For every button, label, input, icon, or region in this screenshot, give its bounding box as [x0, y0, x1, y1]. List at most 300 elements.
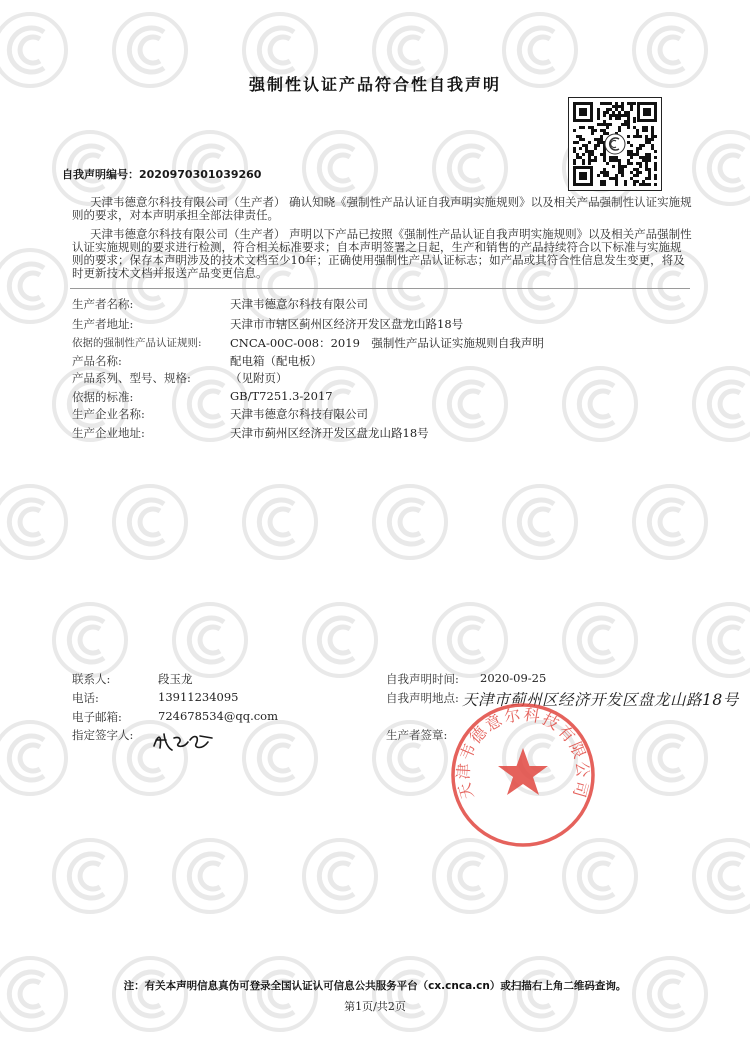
declaration-time: 2020-09-25	[480, 671, 547, 685]
qr-module	[603, 150, 606, 153]
qr-module	[588, 162, 591, 165]
document-title: 强制性认证产品符合性自我声明	[248, 75, 501, 94]
qr-module	[645, 156, 648, 159]
page-number: 第1页/共2页	[344, 1000, 406, 1013]
qr-module	[615, 114, 618, 117]
qr-module	[654, 135, 657, 138]
qr-module	[648, 183, 651, 186]
qr-module	[636, 162, 639, 165]
qr-module	[588, 126, 591, 129]
qr-module	[603, 174, 606, 177]
qr-module	[651, 135, 654, 138]
qr-module	[636, 132, 639, 135]
qr-module	[609, 108, 612, 111]
field-label-standard: 依据的标准:	[72, 390, 134, 404]
ccc-watermark-icon	[690, 128, 750, 208]
qr-module	[636, 168, 639, 171]
ccc-watermark-icon	[240, 482, 320, 562]
qr-module	[573, 150, 576, 153]
qr-module	[612, 165, 615, 168]
qr-module	[648, 138, 651, 141]
qr-module	[630, 177, 633, 180]
qr-code[interactable]	[568, 97, 662, 191]
qr-module	[603, 171, 606, 174]
qr-module	[639, 144, 642, 147]
qr-module	[597, 111, 600, 114]
ccc-watermark-icon	[500, 482, 580, 562]
qr-module	[612, 111, 615, 114]
ccc-watermark-icon	[240, 954, 320, 1034]
qr-module	[609, 114, 612, 117]
qr-module	[606, 108, 609, 111]
producer-sign-label: 生产者签章:	[386, 728, 448, 742]
qr-module	[588, 150, 591, 153]
handwritten-signature	[150, 728, 220, 754]
field-value-producer-name: 天津韦德意尔科技有限公司	[230, 297, 368, 311]
qr-module	[579, 135, 582, 138]
qr-module	[642, 159, 645, 162]
qr-module	[612, 105, 615, 108]
qr-module	[597, 174, 600, 177]
qr-module	[576, 141, 579, 144]
ccc-watermark-icon	[240, 718, 320, 798]
qr-module	[645, 138, 648, 141]
contact-person: 段玉龙	[158, 672, 193, 686]
field-label-producer-address: 生产者地址:	[72, 317, 134, 331]
ccc-watermark-icon	[50, 836, 130, 916]
footer-note: 注：有关本声明信息真伪可登录全国认证认可信息公共服务平台（cx.cnca.cn）或扫描右上角二维码查询。	[123, 980, 627, 992]
qr-module	[603, 129, 606, 132]
qr-module	[639, 135, 642, 138]
qr-module	[612, 156, 615, 159]
phone-label: 电话:	[72, 691, 99, 705]
qr-module	[645, 183, 648, 186]
qr-module	[651, 132, 654, 135]
qr-module	[630, 153, 633, 156]
qr-module	[600, 180, 603, 183]
qr-module	[603, 153, 606, 156]
qr-module	[633, 126, 636, 129]
qr-module	[615, 105, 618, 108]
declaration-paragraph: 天津韦德意尔科技有限公司（生产者） 声明以下产品已按照《强制性产品认证自我声明实施规则》以及相关产品强制性认证实施规则的要求进行检测，符合相关标准要求；自本声明签署之日起，生产和销售的产品持续符合以下标准与实施规则的要求；保存本声明涉及的技术文档至少10年；正确使用强制性产品认证标志；如产品或其符合性信息发生变更，将及时更新技术文档并报送产品变更信息。	[72, 227, 692, 280]
qr-module	[576, 156, 579, 159]
qr-module	[651, 138, 654, 141]
ccc-watermark-icon	[0, 482, 70, 562]
qr-module	[654, 177, 657, 180]
qr-module	[633, 153, 636, 156]
qr-module	[645, 129, 648, 132]
qr-module	[618, 126, 621, 129]
ccc-watermark-icon	[560, 364, 640, 444]
qr-module	[615, 177, 618, 180]
qr-module	[645, 165, 648, 168]
qr-module	[642, 129, 645, 132]
qr-module	[594, 129, 597, 132]
qr-module	[627, 126, 630, 129]
signer-label: 指定签字人:	[72, 728, 134, 742]
qr-module	[615, 159, 618, 162]
qr-module	[648, 153, 651, 156]
qr-module	[606, 123, 609, 126]
qr-module	[594, 147, 597, 150]
qr-module	[627, 120, 630, 123]
field-value-producer-address: 天津市市辖区蓟州区经济开发区盘龙山路18号	[230, 317, 464, 331]
qr-module	[615, 183, 618, 186]
qr-module	[615, 117, 618, 120]
qr-module	[606, 171, 609, 174]
ccc-watermark-icon	[110, 954, 190, 1034]
qr-module	[606, 132, 609, 135]
qr-module	[600, 141, 603, 144]
qr-module	[600, 129, 603, 132]
qr-module	[582, 162, 585, 165]
qr-module	[621, 105, 624, 108]
qr-module	[621, 114, 624, 117]
qr-module	[582, 159, 585, 162]
email-label: 电子邮箱:	[72, 710, 122, 724]
qr-module	[591, 159, 594, 162]
divider	[70, 288, 690, 289]
ccc-watermark-icon	[0, 246, 70, 326]
qr-module	[633, 102, 636, 105]
qr-module	[579, 126, 582, 129]
qr-module	[618, 168, 621, 171]
qr-module	[600, 183, 603, 186]
qr-module	[630, 144, 633, 147]
qr-module	[606, 111, 609, 114]
field-label-enterprise-name: 生产企业名称:	[72, 407, 145, 421]
qr-module	[627, 141, 630, 144]
qr-module	[642, 156, 645, 159]
qr-module	[618, 129, 621, 132]
qr-module	[648, 141, 651, 144]
qr-module	[654, 156, 657, 159]
ccc-watermark-icon	[560, 600, 640, 680]
qr-module	[594, 144, 597, 147]
qr-module	[636, 150, 639, 153]
qr-module	[636, 171, 639, 174]
qr-module	[603, 183, 606, 186]
qr-module	[588, 153, 591, 156]
qr-module	[639, 165, 642, 168]
qr-module	[609, 177, 612, 180]
qr-module	[630, 108, 633, 111]
qr-module	[597, 138, 600, 141]
qr-module	[618, 159, 621, 162]
qr-module	[615, 174, 618, 177]
qr-module	[609, 156, 612, 159]
qr-module	[645, 168, 648, 171]
qr-module	[609, 117, 612, 120]
qr-module	[597, 144, 600, 147]
ccc-watermark-icon	[110, 482, 190, 562]
qr-module	[582, 126, 585, 129]
qr-module	[600, 138, 603, 141]
qr-module	[633, 120, 636, 123]
qr-module	[627, 162, 630, 165]
qr-module	[645, 153, 648, 156]
ccc-watermark-icon	[430, 600, 510, 680]
field-label-rule: 依据的强制性产品认证规则:	[72, 337, 202, 349]
qr-module	[606, 126, 609, 129]
qr-module	[579, 138, 582, 141]
qr-module	[642, 183, 645, 186]
qr-module	[582, 138, 585, 141]
qr-module	[627, 150, 630, 153]
qr-module	[603, 159, 606, 162]
qr-module	[627, 111, 630, 114]
qr-module	[624, 123, 627, 126]
qr-module	[573, 159, 576, 162]
qr-module	[600, 102, 603, 105]
qr-module	[621, 165, 624, 168]
qr-module	[603, 168, 606, 171]
qr-module	[624, 180, 627, 183]
qr-module	[624, 165, 627, 168]
qr-module	[642, 126, 645, 129]
qr-module	[645, 135, 648, 138]
qr-module	[606, 174, 609, 177]
qr-module	[603, 102, 606, 105]
ccc-watermark-icon	[370, 954, 450, 1034]
declaration-number-value: 2020970301039260	[139, 168, 262, 181]
qr-module	[636, 180, 639, 183]
qr-module	[591, 150, 594, 153]
field-label-product-model: 产品系列、型号、规格:	[72, 371, 191, 385]
qr-module	[633, 183, 636, 186]
qr-module	[645, 162, 648, 165]
ccc-watermark-icon	[690, 364, 750, 444]
qr-module	[654, 150, 657, 153]
qr-module	[654, 183, 657, 186]
qr-module	[639, 147, 642, 150]
qr-module	[645, 177, 648, 180]
qr-module	[615, 108, 618, 111]
qr-module	[627, 159, 630, 162]
qr-module	[618, 105, 621, 108]
qr-module	[621, 174, 624, 177]
qr-module	[597, 123, 600, 126]
qr-module	[633, 174, 636, 177]
company-seal	[448, 700, 598, 850]
qr-module	[618, 114, 621, 117]
qr-module	[630, 105, 633, 108]
qr-module	[603, 111, 606, 114]
ccc-watermark-icon	[170, 600, 250, 680]
qr-module	[627, 135, 630, 138]
qr-module	[624, 111, 627, 114]
qr-module	[618, 117, 621, 120]
ccc-watermark-icon	[690, 836, 750, 916]
qr-module	[627, 114, 630, 117]
ccc-watermark-icon	[430, 364, 510, 444]
qr-module	[621, 168, 624, 171]
qr-module	[630, 102, 633, 105]
ccc-watermark-icon	[630, 482, 710, 562]
qr-module	[591, 126, 594, 129]
qr-module	[630, 156, 633, 159]
qr-module	[573, 162, 576, 165]
qr-module	[648, 159, 651, 162]
declaration-place-handwritten: 天津市蓟州区经济开发区盘龙山路18号	[462, 691, 739, 709]
qr-module	[654, 168, 657, 171]
qr-module	[648, 177, 651, 180]
qr-module	[594, 138, 597, 141]
qr-module	[645, 126, 648, 129]
qr-module	[612, 177, 615, 180]
field-value-product-name: 配电箱（配电板）	[230, 354, 322, 368]
qr-module	[591, 153, 594, 156]
declaration-number-label: 自我声明编号：	[62, 168, 139, 181]
qr-module	[585, 144, 588, 147]
qr-module	[645, 141, 648, 144]
qr-module	[576, 135, 579, 138]
qr-module	[651, 126, 654, 129]
qr-module	[633, 135, 636, 138]
qr-module	[603, 156, 606, 159]
qr-module	[597, 141, 600, 144]
qr-module	[639, 162, 642, 165]
qr-module	[651, 144, 654, 147]
qr-module	[585, 147, 588, 150]
ccc-watermark-icon	[300, 600, 380, 680]
qr-module	[633, 168, 636, 171]
qr-module	[606, 162, 609, 165]
qr-module	[624, 120, 627, 123]
qr-module	[573, 141, 576, 144]
ccc-watermark-icon	[50, 600, 130, 680]
declaration-time-label: 自我声明时间:	[386, 672, 459, 686]
qr-module	[579, 147, 582, 150]
qr-module	[642, 144, 645, 147]
qr-module	[639, 171, 642, 174]
qr-module	[654, 165, 657, 168]
qr-module	[630, 162, 633, 165]
qr-module	[603, 114, 606, 117]
svg-text:天津韦德意尔科技有限公司: 天津韦德意尔科技有限公司	[453, 704, 593, 802]
qr-module	[636, 174, 639, 177]
field-label-product-name: 产品名称:	[72, 354, 122, 368]
ccc-watermark-icon	[630, 718, 710, 798]
qr-module	[627, 123, 630, 126]
email-value: 724678534@qq.com	[158, 709, 278, 723]
qr-module	[621, 108, 624, 111]
qr-module	[630, 171, 633, 174]
qr-module	[615, 156, 618, 159]
qr-module	[597, 108, 600, 111]
qr-module	[618, 165, 621, 168]
qr-module	[627, 153, 630, 156]
contact-person-label: 联系人:	[72, 672, 111, 686]
acknowledgement-paragraph: 天津韦德意尔科技有限公司（生产者） 确认知晓《强制性产品认证自我声明实施规则》以及相关产品强制性认证实施规则的要求，对本声明承担全部法律责任。	[72, 195, 692, 222]
qr-module	[594, 159, 597, 162]
ccc-watermark-icon	[300, 836, 380, 916]
qr-module	[633, 180, 636, 183]
qr-module	[597, 114, 600, 117]
qr-module	[609, 102, 612, 105]
ccc-watermark-icon	[630, 954, 710, 1034]
qr-module	[615, 102, 618, 105]
qr-module	[654, 162, 657, 165]
qr-module	[651, 147, 654, 150]
qr-module	[621, 102, 624, 105]
qr-module	[591, 132, 594, 135]
qr-module	[609, 123, 612, 126]
qr-module	[597, 117, 600, 120]
qr-module	[612, 114, 615, 117]
qr-module	[645, 159, 648, 162]
phone-value: 13911234095	[158, 690, 239, 704]
qr-module	[603, 123, 606, 126]
qr-module	[636, 129, 639, 132]
qr-module	[624, 114, 627, 117]
declaration-place-label: 自我声明地点:	[386, 691, 459, 705]
qr-module	[600, 135, 603, 138]
field-value-enterprise-address: 天津市蓟州区经济开发区盘龙山路18号	[230, 426, 429, 440]
qr-module	[618, 171, 621, 174]
qr-module	[588, 141, 591, 144]
qr-module	[621, 171, 624, 174]
qr-module	[633, 117, 636, 120]
field-value-standard: GB/T7251.3-2017	[230, 389, 333, 403]
qr-module	[630, 150, 633, 153]
qr-module	[654, 174, 657, 177]
field-value-enterprise-name: 天津韦德意尔科技有限公司	[230, 407, 368, 421]
qr-module	[585, 150, 588, 153]
field-value-rule: CNCA-00C-008：2019 强制性产品认证实施规则自我声明	[230, 336, 544, 350]
qr-module	[636, 135, 639, 138]
qr-module	[648, 174, 651, 177]
qr-module	[648, 168, 651, 171]
ccc-watermark-icon	[690, 600, 750, 680]
qr-module	[591, 129, 594, 132]
qr-module	[582, 153, 585, 156]
ccc-watermark-icon	[0, 954, 70, 1034]
qr-module	[609, 159, 612, 162]
qr-module	[624, 183, 627, 186]
qr-module	[603, 120, 606, 123]
qr-module	[576, 153, 579, 156]
qr-module	[573, 129, 576, 132]
qr-module	[615, 180, 618, 183]
qr-module	[579, 156, 582, 159]
qr-module	[606, 102, 609, 105]
field-value-product-model: （见附页）	[230, 371, 288, 385]
qr-module	[648, 156, 651, 159]
qr-module	[582, 144, 585, 147]
qr-module	[603, 132, 606, 135]
qr-module	[588, 156, 591, 159]
qr-module	[651, 129, 654, 132]
qr-module	[627, 102, 630, 105]
qr-module	[603, 180, 606, 183]
qr-module	[594, 156, 597, 159]
ccc-watermark-icon	[500, 954, 580, 1034]
field-label-producer-name: 生产者名称:	[72, 297, 134, 311]
qr-module	[618, 162, 621, 165]
declaration-number	[62, 166, 261, 182]
qr-module	[618, 111, 621, 114]
qr-module	[600, 153, 603, 156]
field-label-enterprise-address: 生产企业地址:	[72, 426, 145, 440]
qr-module	[642, 180, 645, 183]
qr-module	[612, 159, 615, 162]
ccc-watermark-icon	[370, 482, 450, 562]
qr-module	[627, 117, 630, 120]
qr-module	[639, 183, 642, 186]
qr-module	[573, 147, 576, 150]
qr-module	[636, 153, 639, 156]
